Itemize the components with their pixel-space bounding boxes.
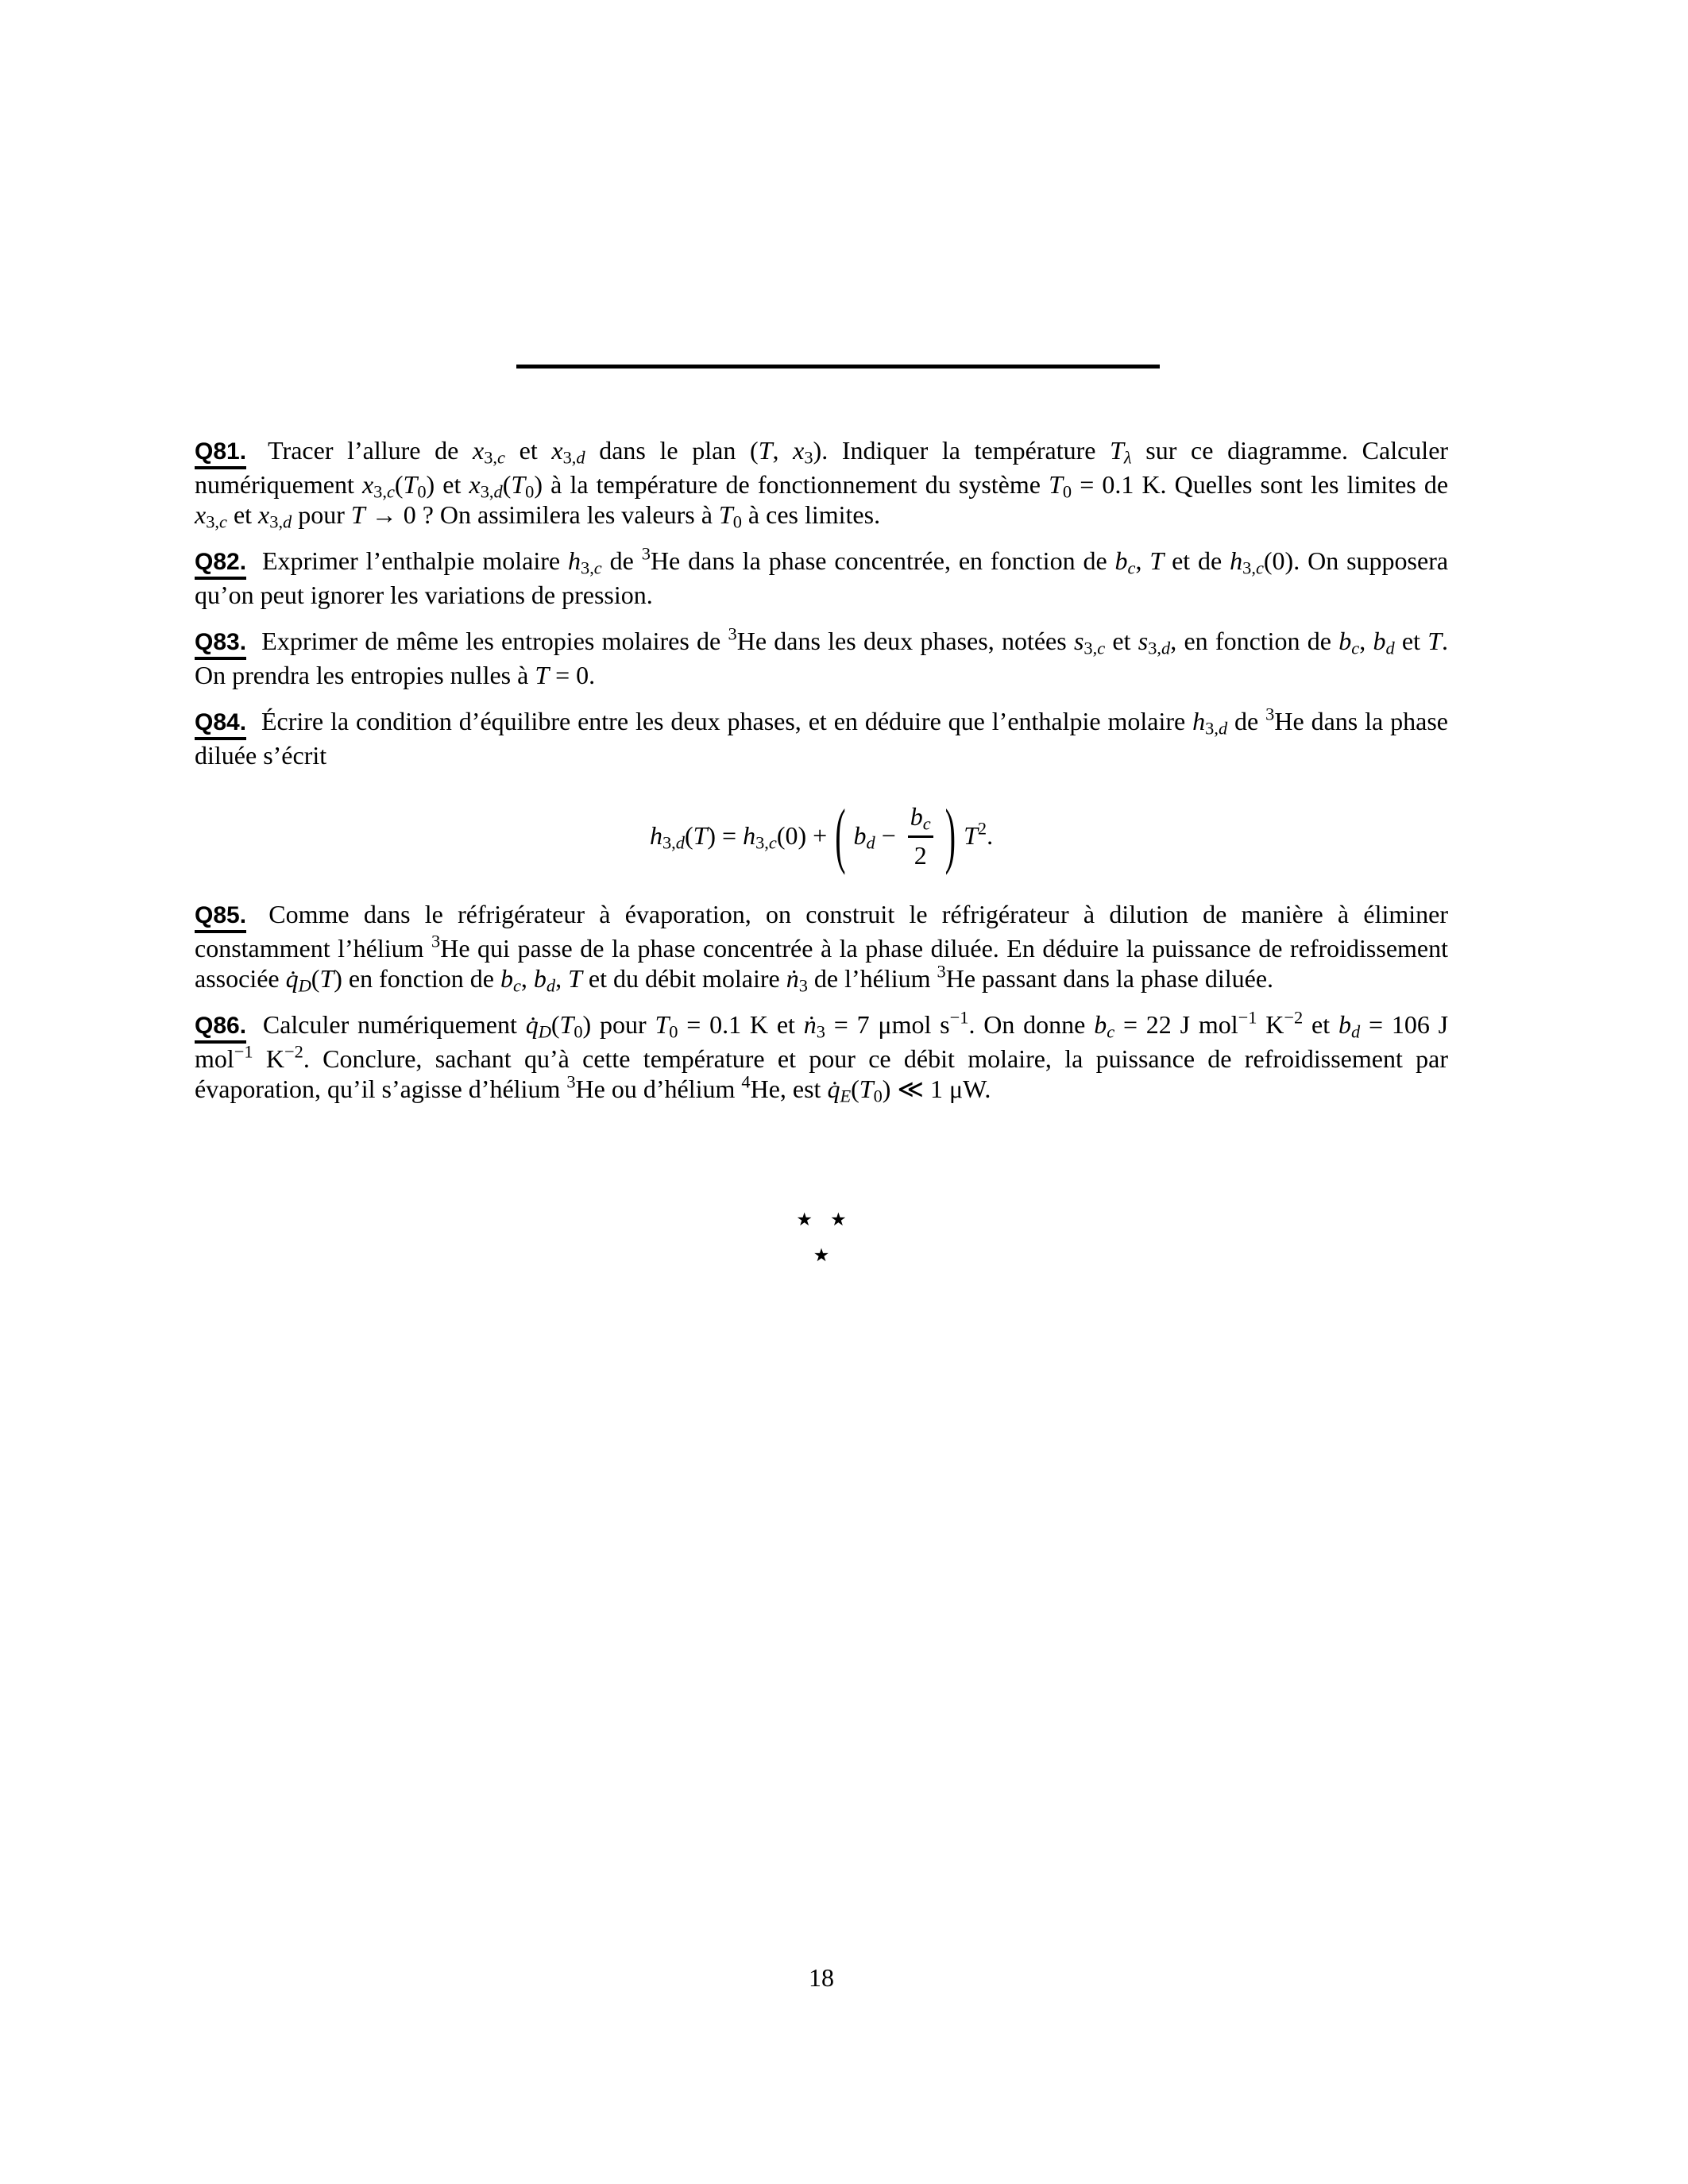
question-label-q83: Q83. <box>195 629 246 660</box>
section-divider <box>516 365 1160 369</box>
question-q82 <box>195 543 1449 610</box>
page-number: 18 <box>809 1963 834 1992</box>
question-q85 <box>195 899 1448 994</box>
question-label-q82: Q82. <box>195 549 246 580</box>
stars-top-row <box>793 1197 850 1240</box>
question-body-q82: Exprimer l’enthalpie molaire $h_{3,c}$ de $^3$He dans la phase concentrée, en fonction de $b_c$, T et de $h_{3,c}(0)$. On supposera qu’on peut ignorer les variations de pression. <box>195 543 1449 609</box>
fraction-denominator: 2 <box>908 835 933 870</box>
question-label-q86: Q86. <box>195 1013 246 1044</box>
stars-bottom-row <box>809 1233 833 1275</box>
open-paren: ( <box>835 793 846 876</box>
star-icon: ⋆ <box>827 1197 850 1240</box>
question-body-q81: Tracer l’allure de $x_{3,c}$ et $x_{3,d}$ dans le plan (T, $x_3$). Indiquer la température $T_\lambda$ sur ce diagramme. Calculer numériquement $x_{3,c}(T_0)$ et $x_{3,d}(T_0)$ à la température de fonctionnement du système $T_0 = 0.1$ K. Quelles sont les limites de $x_{3,c}$ et $x_{3,d}$ pour T → 0 ? On assimilera les valeurs à $T_0$ à ces limites. <box>195 436 1449 532</box>
question-list <box>195 435 1449 1275</box>
equation-rhs: $T^2$. <box>964 818 994 850</box>
section-end-stars <box>195 1197 1448 1275</box>
question-label-q81: Q81. <box>195 438 246 469</box>
question-body-q86: Calculer numériquement $q̇_D(T_0)$ pour $T_0 = 0.1$ K et ṅ$_3$ = 7 μmol $s^{-1}$. On donne $b_c = 22$ J mol$^{-1}$ $K^{-2}$ et $b_d = 106$ J mol$^{-1}$ $K^{-2}$. Conclure, sachant qu’à cette température et pour ce débit molaire, la puissance de refroidissement par évaporation, qu’il s’agisse d’hélium $^3$He ou d’hélium $^4$He, est $q̇_E(T_0)$ ≪ 1 μW. <box>195 1007 1449 1106</box>
question-q83 <box>195 623 1449 690</box>
close-paren: ) <box>944 793 956 876</box>
star-icon: ⋆ <box>809 1233 833 1275</box>
equation-lhs: $h_{3,d}(T) = h_{3,c}(0)$ + <box>649 821 828 853</box>
fraction-numerator: $b_c$ <box>910 801 931 834</box>
question-body-q85: Comme dans le réfrigérateur à évaporation, on construit le réfrigérateur à dilution de manière à éliminer constamment l’hélium $^3$He qui passe de la phase concentrée à la phase diluée. En déduire la puissance de refroidissement associée $q̇_D(T)$ en fonction de $b_c$, $b_d$, T et du débit molaire ṅ$_3$ de l’hélium $^3$He passant dans la phase diluée. <box>195 900 1449 996</box>
equation-inner: $b_d$ − <box>853 821 896 853</box>
question-q84 <box>195 706 1448 770</box>
star-icon: ⋆ <box>793 1197 816 1240</box>
question-label-q85: Q85. <box>195 902 246 933</box>
equation-enthalpy-diluted <box>195 794 1448 877</box>
fraction <box>904 801 937 870</box>
question-q81 <box>195 435 1448 530</box>
question-body-q84: Écrire la condition d’équilibre entre les deux phases, et en déduire que l’enthalpie molaire $h_{3,d}$ de $^3$He dans la phase diluée s’écrit <box>195 704 1449 770</box>
question-q86 <box>195 1009 1448 1104</box>
question-label-q84: Q84. <box>195 709 246 740</box>
question-body-q83: Exprimer de même les entropies molaires de $^3$He dans les deux phases, notées $s_{3,c}$ et $s_{3,d}$, en fonction de $b_c$, $b_d$ et T. On prendra les entropies nulles à T = 0. <box>195 623 1449 689</box>
